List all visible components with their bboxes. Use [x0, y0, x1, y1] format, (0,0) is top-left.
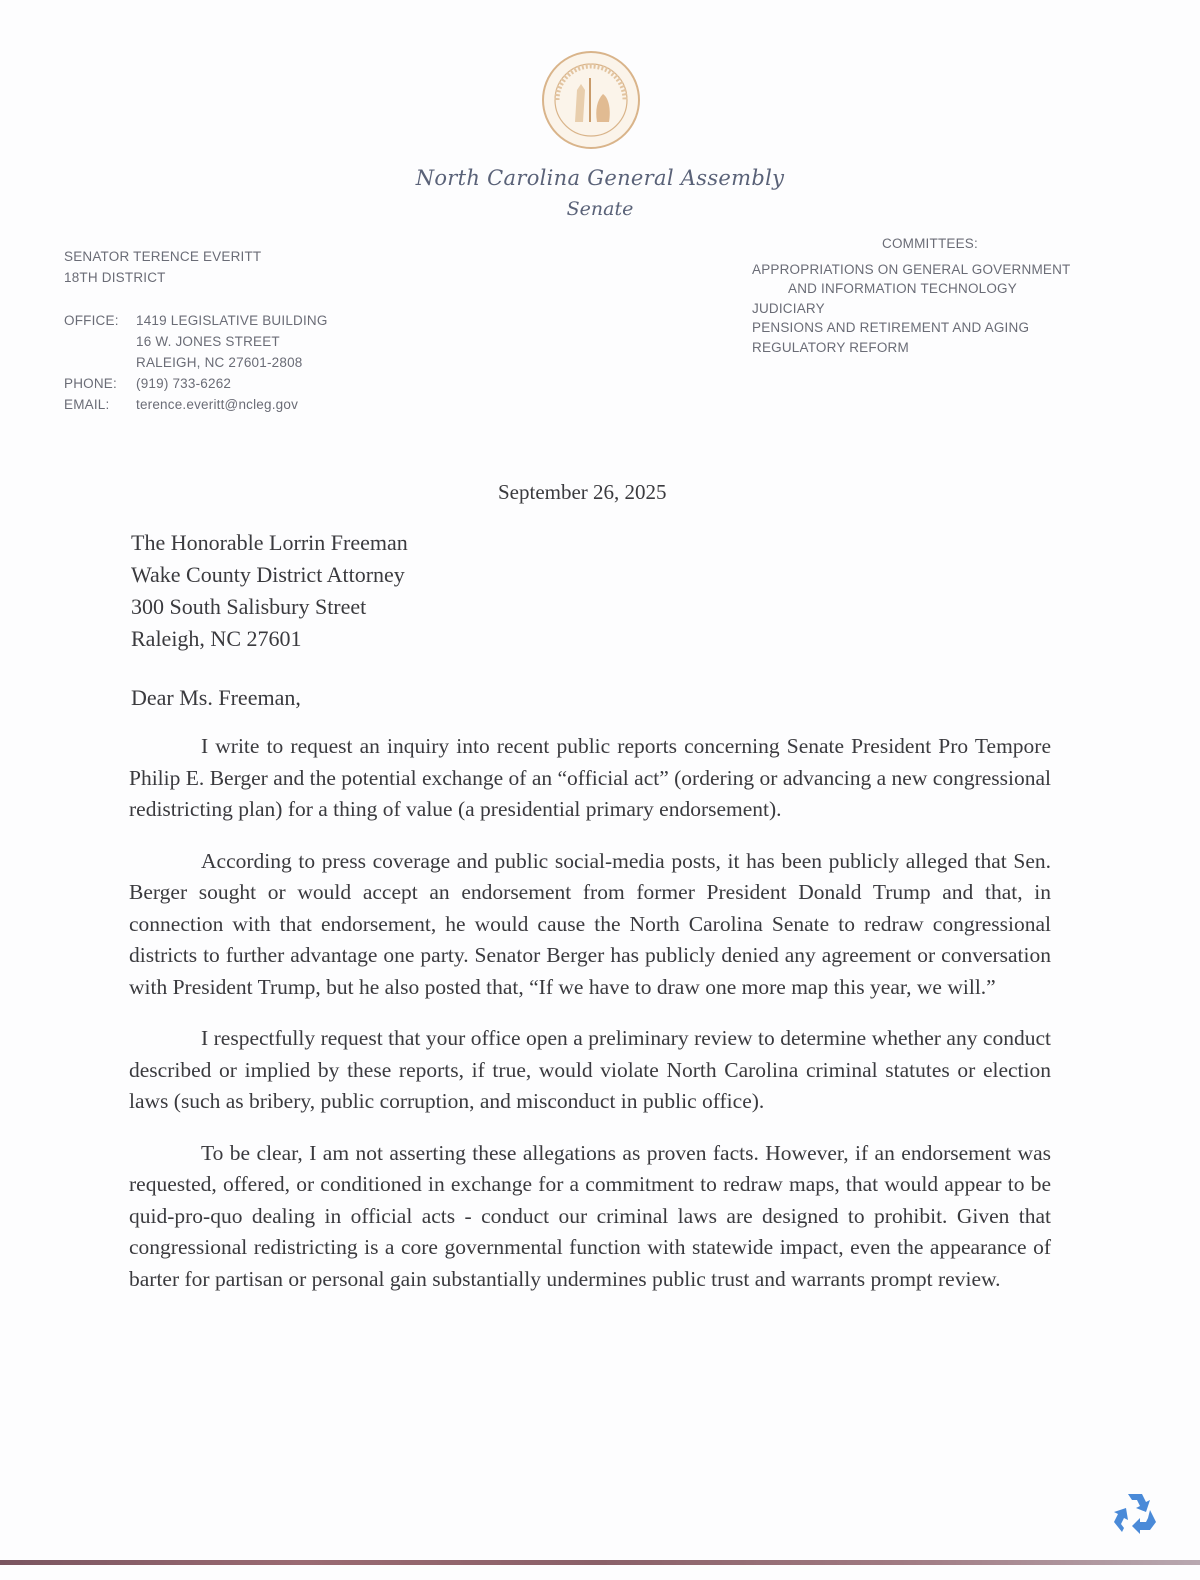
nc-great-seal-icon: [541, 50, 641, 150]
phone-number: (919) 733-6262: [136, 376, 232, 391]
body-paragraph: According to press coverage and public social-media posts, it has been publicly alleged that Sen. Berger sought or would accept an endorsement from former President Donald Trump and that, in connection with that endorsement, he would cause the North Carolina Senate to redraw congressional districts to further advantage one party. Senator Berger has publicly denied any agreement or conversation with President Trump, but he also posted that, “If we have to draw one more map this year, we will.”: [129, 848, 1051, 999]
office-line: 16 W. JONES STREET: [136, 334, 280, 349]
office-line: 1419 LEGISLATIVE BUILDING: [136, 313, 328, 328]
sender-block: [64, 246, 328, 415]
letter-body: [129, 731, 1051, 1315]
letter-date: September 26, 2025: [498, 480, 667, 504]
committee-item: JUDICIARY: [752, 300, 825, 316]
committee-item: REGULATORY REFORM: [752, 339, 909, 355]
organization-name: North Carolina General Assembly: [415, 166, 785, 190]
recipient-address: [131, 527, 408, 655]
phone-label: PHONE:: [64, 376, 117, 391]
office-line: RALEIGH, NC 27601-2808: [136, 355, 303, 370]
sender-name: SENATOR TERENCE EVERITT: [64, 249, 262, 264]
committees-block: [752, 234, 1071, 357]
recipient-line: The Honorable Lorrin Freeman: [131, 530, 408, 555]
sender-district: 18TH DISTRICT: [64, 270, 166, 285]
body-paragraph: I respectfully request that your office open a preliminary review to determine whether any conduct described or implied by these reports, if true, would violate North Carolina criminal statutes or election laws (such as bribery, public corruption, and misconduct in public office).: [129, 1026, 1051, 1113]
committees-title: COMMITTEES:: [882, 236, 978, 251]
chamber-name: Senate: [566, 198, 634, 220]
body-paragraph: I write to request an inquiry into recent public reports concerning Senate President Pro Tempore Philip E. Berger and the potential exchange of an “official act” (ordering or advancing a new congressional redistricting plan) for a thing of value (a presidential primary endorsement).: [129, 734, 1051, 821]
committee-item: PENSIONS AND RETIREMENT AND AGING: [752, 320, 1030, 335]
bottom-border: [0, 1560, 1200, 1565]
body-paragraph: To be clear, I am not asserting these allegations as proven facts. However, if an endorsement was requested, offered, or conditioned in exchange for a commitment to redraw maps, that would appear to be quid-pro-quo dealing in official acts - conduct our criminal laws are designed to prohibit. Given that congressional redistricting is a core governmental function with statewide impact, even the appearance of barter for partisan or personal gain substantially undermines public trust and warrants prompt review.: [129, 1140, 1051, 1291]
office-label: OFFICE:: [64, 313, 119, 328]
committee-item: APPROPRIATIONS ON GENERAL GOVERNMENT: [752, 261, 1071, 277]
recycle-icon: [1110, 1488, 1160, 1538]
email-label: EMAIL:: [64, 397, 110, 412]
committee-item: AND INFORMATION TECHNOLOGY: [788, 281, 1017, 296]
recipient-line: 300 South Salisbury Street: [131, 594, 367, 619]
recipient-line: Wake County District Attorney: [131, 562, 405, 587]
recipient-line: Raleigh, NC 27601: [131, 626, 302, 651]
email-address: terence.everitt@ncleg.gov: [136, 397, 299, 412]
salutation: Dear Ms. Freeman,: [131, 685, 301, 710]
